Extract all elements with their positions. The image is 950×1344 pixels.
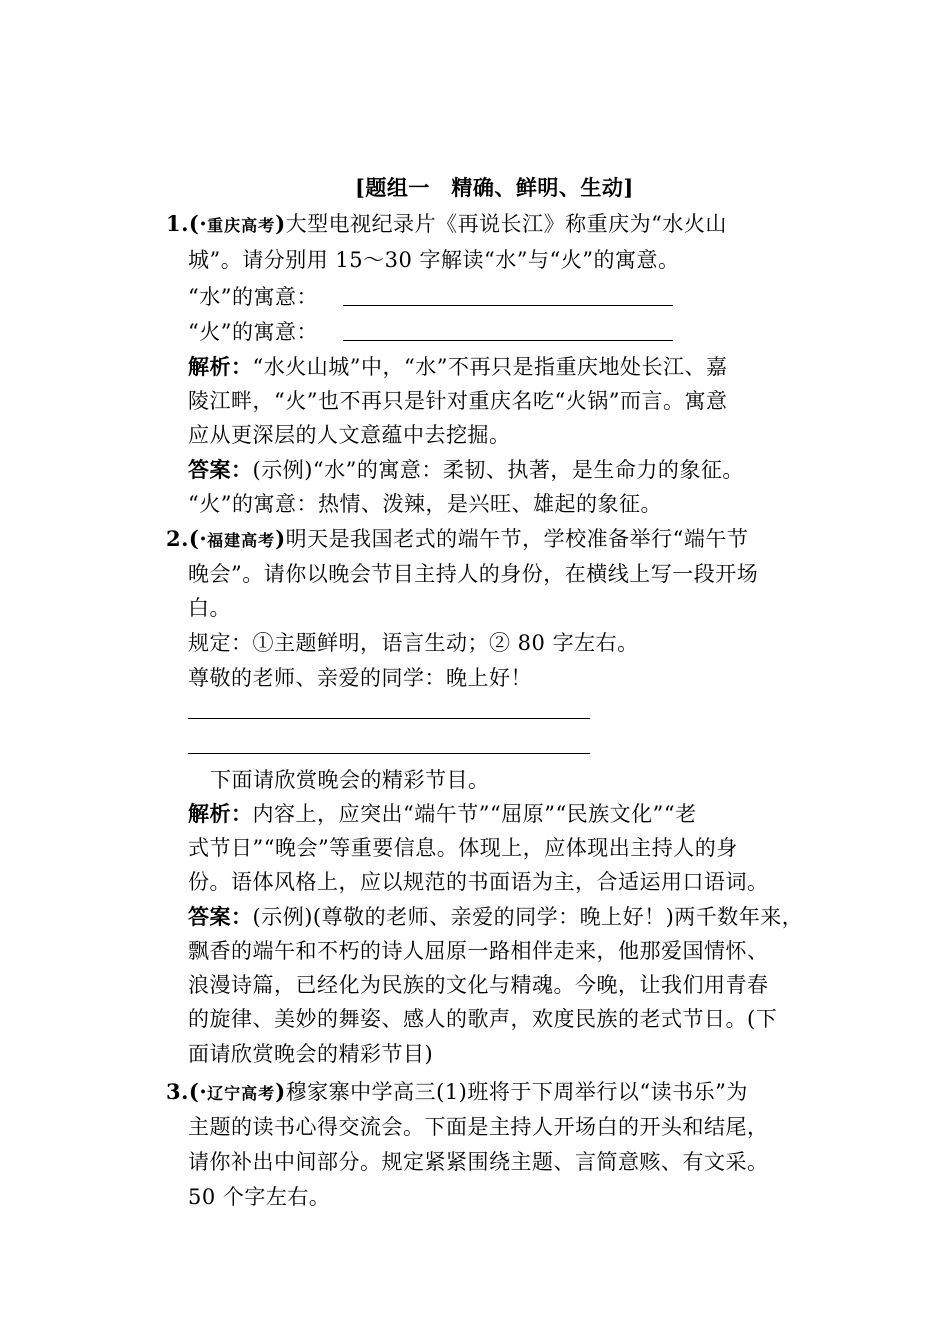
q3-source: 辽宁高考 bbox=[207, 1084, 276, 1103]
q2-analysis-line-2: 式节日”“晚会”等重要信息。体现上，应体现出主持人的身 bbox=[188, 836, 738, 860]
q1-answer-line-2: “火”的寓意：热情、泼辣，是兴旺、雄起的象征。 bbox=[188, 492, 662, 516]
q2-answer-line-3: 浪漫诗篇，已经化为民族的文化与精魂。今晚，让我们用青春 bbox=[188, 973, 769, 997]
q1-analysis-label: 解析： bbox=[188, 354, 253, 379]
q1-number: 1.(· bbox=[166, 211, 208, 236]
q2-answer-blank-1[interactable] bbox=[188, 718, 590, 719]
q2-closing: 下面请欣赏晚会的精彩节目。 bbox=[210, 768, 490, 792]
q1-analysis-text: “水火山城”中，“水”不再只是指重庆地处长江、嘉 bbox=[252, 355, 728, 379]
q1-answer-text: (示例)“水”的寓意：柔韧、执著，是生命力的象征。 bbox=[252, 458, 744, 482]
q2-answer-line-2: 飘香的端午和不朽的诗人屈原一路相伴走来，他那爱国情怀、 bbox=[188, 939, 769, 963]
q3-line-2: 主题的读书心得交流会。下面是主持人开场白的开头和结尾， bbox=[188, 1115, 769, 1139]
q2-analysis-label: 解析： bbox=[188, 801, 253, 826]
q1-answer-line-1 bbox=[188, 453, 744, 487]
q1-analysis-line-1 bbox=[188, 350, 727, 384]
q2-line-1 bbox=[166, 522, 748, 558]
q2-answer-text: (示例)(尊敬的老师、亲爱的同学：晚上好！)两千数年来， bbox=[252, 905, 804, 929]
q2-analysis-line-1 bbox=[188, 797, 697, 831]
q1-text: 大型电视纪录片《再说长江》称重庆为“水火山 bbox=[285, 212, 727, 236]
q1-answer-label: 答案： bbox=[188, 457, 253, 482]
q2-requirement: 规定：①主题鲜明，语言生动；② 80 字左右。 bbox=[188, 631, 639, 655]
q2-answer-line-1 bbox=[188, 900, 803, 934]
q2-greeting: 尊敬的老师、亲爱的同学：晚上好！ bbox=[188, 666, 532, 690]
q2-analysis-text: 内容上，应突出“端午节”“屈原”“民族文化”“老 bbox=[252, 802, 697, 826]
q2-close-paren: ) bbox=[275, 526, 286, 551]
q1-analysis-line-3: 应从更深层的人文意蕴中去挖掘。 bbox=[188, 423, 511, 447]
q1-close-paren: ) bbox=[275, 211, 286, 236]
q3-number: 3.(· bbox=[166, 1079, 208, 1104]
q1-analysis-line-2: 陵江畔，“火”也不再只是针对重庆名吃“火锅”而言。寓意 bbox=[188, 389, 728, 413]
q2-text: 明天是我国老式的端午节，学校准备举行“端午节 bbox=[285, 527, 749, 551]
q3-close-paren: ) bbox=[275, 1079, 286, 1104]
q1-water-blank[interactable] bbox=[343, 305, 673, 306]
q1-line-2: 城”。请分别用 15～30 字解读“水”与“火”的寓意。 bbox=[188, 248, 680, 272]
q2-answer-line-5: 面请欣赏晚会的精彩节目) bbox=[188, 1042, 434, 1066]
q2-answer-line-4: 的旋律、美妙的舞姿、感人的歌声，欢度民族的老式节日。(下 bbox=[188, 1007, 778, 1031]
q1-line-1 bbox=[166, 207, 727, 243]
q2-number: 2.(· bbox=[166, 526, 208, 551]
q2-analysis-line-3: 份。语体风格上，应以规范的书面语为主，合适运用口语词。 bbox=[188, 870, 769, 894]
q3-line-3: 请你补出中间部分。规定紧紧围绕主题、言简意赅、有文采。 bbox=[188, 1150, 769, 1174]
q1-water-label: “水”的寓意： bbox=[188, 285, 318, 309]
q3-text: 穆家寨中学高三(1)班将于下周举行以“读书乐”为 bbox=[285, 1080, 748, 1104]
q3-line-1 bbox=[166, 1075, 748, 1111]
q1-source: 重庆高考 bbox=[207, 216, 276, 235]
q1-fire-blank[interactable] bbox=[343, 340, 673, 341]
q2-source: 福建高考 bbox=[207, 531, 276, 550]
section-heading: [题组一 精确、鲜明、生动] bbox=[355, 175, 634, 200]
q2-answer-blank-2[interactable] bbox=[188, 753, 590, 754]
q2-line-2: 晚会”。请你以晚会节目主持人的身份，在横线上写一段开场 bbox=[188, 562, 759, 586]
q1-fire-label: “火”的寓意： bbox=[188, 320, 318, 344]
q3-line-4: 50 个字左右。 bbox=[188, 1185, 331, 1209]
q2-line-3: 白。 bbox=[188, 596, 231, 620]
q2-answer-label: 答案： bbox=[188, 904, 253, 929]
